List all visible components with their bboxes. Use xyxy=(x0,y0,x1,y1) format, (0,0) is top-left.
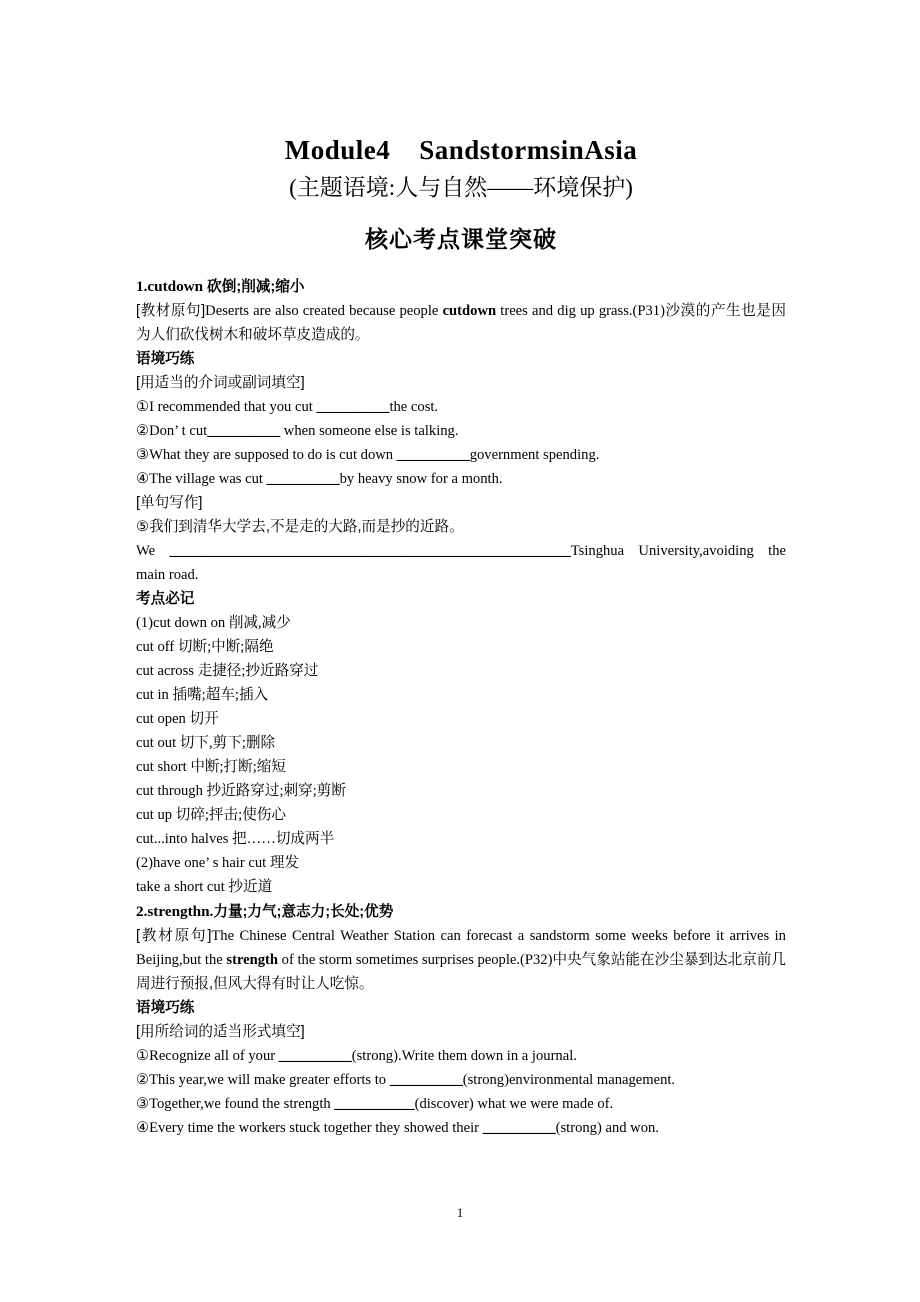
answer-blank[interactable]: __________ xyxy=(207,423,281,440)
practice-instruction-2: [用所给词的适当形式填空] xyxy=(136,1024,305,1041)
item-number: ④ xyxy=(136,1120,150,1137)
textbook-en-post-2: of the storm sometimes surprises people.(P32) xyxy=(278,952,553,969)
item-text-pre: Don’ t cut xyxy=(149,423,208,440)
notes-heading-1: 考点必记 xyxy=(136,591,195,608)
note-item: (1)cut down on 削减,减少 xyxy=(136,615,291,632)
entry-gloss-2: 力量;力气;意志力;长处;优势 xyxy=(213,904,394,921)
textbook-cn-2: 中央气象站能在沙尘暴到达北京前几周进行预报,但风大得有时让人吃惊。 xyxy=(136,952,786,993)
textbook-keyword-1: cutdown xyxy=(442,303,497,320)
textbook-label-1: [教材原句] xyxy=(136,303,206,320)
note-item: (2)have one’ s hair cut 理发 xyxy=(136,855,300,872)
textbook-en-pre-1: Deserts are also created because people xyxy=(205,303,443,320)
writing-answer-line-1 xyxy=(136,539,786,587)
note-item: cut...into halves 把……切成两半 xyxy=(136,831,335,848)
note-item: cut off 切断;中断;隔绝 xyxy=(136,639,274,656)
practice-item xyxy=(136,1092,786,1116)
note-item: take a short cut 抄近道 xyxy=(136,879,273,896)
answer-blank[interactable]: __________ xyxy=(278,1048,352,1065)
item-text-pre: I recommended that you cut xyxy=(149,399,317,416)
page-subtitle: (主题语境:人与自然——环境保护) xyxy=(289,175,633,201)
page-title: Module4 SandstormsinAsia xyxy=(284,135,638,165)
entry-word-1: cutdown xyxy=(147,278,204,296)
entry-gloss-1: 砍倒;削减;缩小 xyxy=(203,279,305,296)
textbook-sentence-2 xyxy=(136,924,786,996)
practice-item xyxy=(136,443,786,467)
item-text-post: government spending. xyxy=(469,447,600,464)
answer-blank[interactable]: __________ xyxy=(482,1120,556,1137)
item-number: ② xyxy=(136,1072,150,1089)
writing-answer-post: Tsinghua University,avoiding the main road. xyxy=(136,543,786,584)
document-content xyxy=(136,132,786,1140)
entry-number-1: 1. xyxy=(136,278,148,296)
note-item: cut across 走捷径;抄近路穿过 xyxy=(136,663,319,680)
answer-blank[interactable]: __________ xyxy=(396,447,470,464)
writing-answer-pre: We xyxy=(136,543,170,560)
note-item: cut open 切开 xyxy=(136,711,219,728)
textbook-en-pre-2: The Chinese Central Weather Station can forecast a sandstorm some weeks before it arrives in Beijing,but the xyxy=(136,928,786,969)
answer-blank[interactable]: __________ xyxy=(389,1072,463,1089)
practice-heading-1: 语境巧练 xyxy=(136,351,195,368)
item-text-post: (discover) what we were made of. xyxy=(414,1096,614,1113)
item-text-post: (strong) and won. xyxy=(555,1120,659,1137)
practice-item xyxy=(136,467,786,491)
item-number: ③ xyxy=(136,447,150,464)
item-number: ① xyxy=(136,399,150,416)
item-number: ③ xyxy=(136,1096,150,1113)
item-text-post: when someone else is talking. xyxy=(280,423,459,440)
item-text-post: by heavy snow for a month. xyxy=(339,471,503,488)
note-item: cut through 抄近路穿过;刺穿;剪断 xyxy=(136,783,346,800)
item-text-pre: Every time the workers stuck together they showed their xyxy=(149,1120,483,1137)
answer-blank[interactable]: __________ xyxy=(266,471,340,488)
answer-blank[interactable]: ___________ xyxy=(334,1096,415,1113)
practice-item xyxy=(136,1068,786,1092)
writing-instruction-1: [单句写作] xyxy=(136,495,203,512)
item-text-pre: This year,we will make greater efforts to xyxy=(149,1072,390,1089)
practice-item xyxy=(136,419,786,443)
answer-blank[interactable]: __________ xyxy=(316,399,390,416)
item-text-pre: Together,we found the strength xyxy=(149,1096,335,1113)
item-text-post: (strong)environmental management. xyxy=(462,1072,676,1089)
writing-answer-blank[interactable]: _______________________________________________________ xyxy=(169,543,571,560)
practice-heading-2: 语境巧练 xyxy=(136,1000,195,1017)
item-number: ① xyxy=(136,1048,150,1065)
textbook-sentence-1 xyxy=(136,299,786,347)
textbook-label-2: [教材原句] xyxy=(136,928,212,945)
entry-heading-2 xyxy=(136,899,786,924)
note-item: cut up 切碎;抨击;使伤心 xyxy=(136,807,286,824)
textbook-cn-1: 沙漠的产生也是因为人们砍伐树木和破坏草皮造成的。 xyxy=(136,303,786,344)
item-text-pre: The village was cut xyxy=(149,471,267,488)
practice-instruction-1: [用适当的介词或副词填空] xyxy=(136,375,305,392)
practice-item xyxy=(136,1116,786,1140)
page-number: 1 xyxy=(456,1205,464,1220)
item-text-pre: What they are supposed to do is cut down xyxy=(149,447,397,464)
writing-prompt-1: ⑤我们到清华大学去,不是走的大路,而是抄的近路。 xyxy=(136,519,464,536)
item-text-post: the cost. xyxy=(389,399,439,416)
textbook-keyword-2: strength xyxy=(226,952,279,969)
item-number: ② xyxy=(136,423,150,440)
item-text-pre: Recognize all of your xyxy=(149,1048,279,1065)
item-text-post: (strong).Write them down in a journal. xyxy=(351,1048,577,1065)
note-item: cut in 插嘴;超车;插入 xyxy=(136,687,269,704)
practice-item xyxy=(136,395,786,419)
entry-heading-1 xyxy=(136,274,786,299)
section-banner: 核心考点课堂突破 xyxy=(365,226,557,253)
note-item: cut short 中断;打断;缩短 xyxy=(136,759,286,776)
entry-word-2: strengthn. xyxy=(147,903,214,921)
practice-item xyxy=(136,1044,786,1068)
entry-number-2: 2. xyxy=(136,903,148,921)
note-item: cut out 切下,剪下;删除 xyxy=(136,735,276,752)
item-number: ④ xyxy=(136,471,150,488)
textbook-en-post-1: trees and dig up grass.(P31) xyxy=(496,303,665,320)
